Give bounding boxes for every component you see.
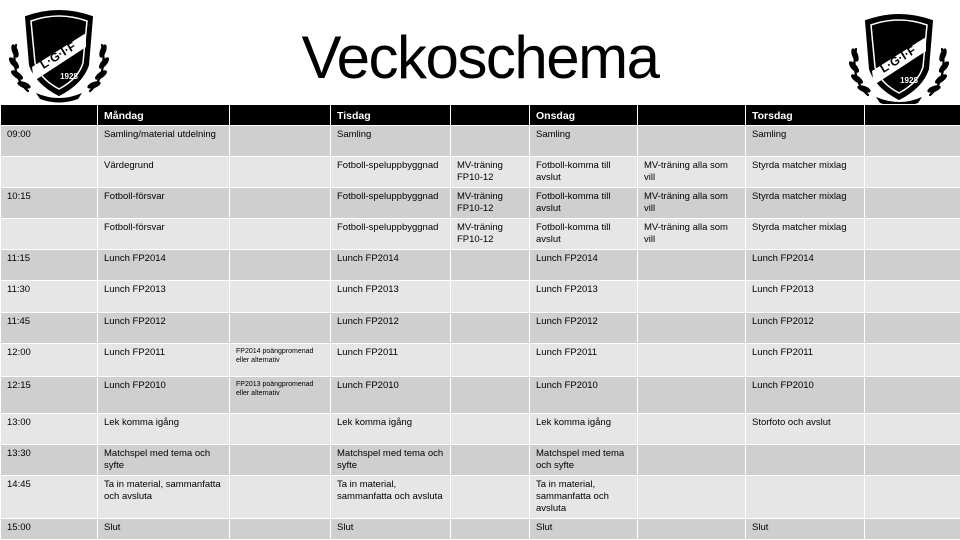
schedule-cell: Fotboll-komma till avslut bbox=[530, 188, 638, 219]
schedule-cell: MV-träning alla som vill bbox=[638, 188, 746, 219]
time-cell: 12:00 bbox=[1, 344, 98, 377]
schedule-row bbox=[1, 519, 960, 540]
schedule-cell bbox=[865, 519, 960, 540]
schedule-row bbox=[1, 126, 960, 157]
schedule-cell: Fotboll-speluppbyggnad bbox=[331, 157, 451, 188]
schedule-cell: Fotboll-komma till avslut bbox=[530, 219, 638, 250]
club-logo-right bbox=[846, 7, 952, 107]
schedule-cell bbox=[865, 126, 960, 157]
schedule-cell: Ta in material, sammanfatta och avsluta bbox=[98, 476, 230, 519]
schedule-row bbox=[1, 445, 960, 476]
column-header bbox=[230, 105, 331, 126]
schedule-cell bbox=[638, 344, 746, 377]
schedule-cell: Fotboll-speluppbyggnad bbox=[331, 219, 451, 250]
logo-letters: L·G·I·F bbox=[37, 38, 79, 72]
schedule-cell: Fotboll-försvar bbox=[98, 188, 230, 219]
schedule-row bbox=[1, 281, 960, 313]
schedule-cell: Slut bbox=[530, 519, 638, 540]
logo-year: 1928 bbox=[60, 72, 78, 81]
column-header bbox=[865, 105, 960, 126]
schedule-cell bbox=[865, 445, 960, 476]
page-title: Veckoschema bbox=[301, 24, 659, 91]
schedule-cell: Lunch FP2014 bbox=[746, 250, 865, 281]
schedule-cell bbox=[230, 219, 331, 250]
schedule-cell: MV-träning FP10-12 bbox=[451, 219, 530, 250]
schedule-cell bbox=[451, 250, 530, 281]
schedule-cell: Ta in material, sammanfatta och avsluta bbox=[530, 476, 638, 519]
schedule-cell bbox=[451, 281, 530, 313]
schedule-cell: Lunch FP2010 bbox=[331, 377, 451, 414]
schedule-row bbox=[1, 313, 960, 344]
schedule-cell bbox=[230, 344, 331, 377]
schedule-cell: Lunch FP2011 bbox=[331, 344, 451, 377]
schedule-row bbox=[1, 377, 960, 414]
schedule-cell: Ta in material, sammanfatta och avsluta bbox=[331, 476, 451, 519]
schedule-cell bbox=[865, 219, 960, 250]
schedule-cell: Lunch FP2014 bbox=[331, 250, 451, 281]
schedule-cell: Lek komma igång bbox=[331, 414, 451, 445]
schedule-cell: Fotboll-försvar bbox=[98, 219, 230, 250]
schedule-cell bbox=[638, 126, 746, 157]
schedule-cell: Lunch FP2012 bbox=[746, 313, 865, 344]
schedule-cell bbox=[638, 476, 746, 519]
schedule-cell: Lunch FP2013 bbox=[530, 281, 638, 313]
schedule-cell bbox=[451, 313, 530, 344]
schedule-cell bbox=[638, 313, 746, 344]
time-cell: 13:30 bbox=[1, 445, 98, 476]
column-header-tisdag: Tisdag bbox=[331, 105, 451, 126]
schedule-cell bbox=[865, 344, 960, 377]
schedule-cell bbox=[638, 519, 746, 540]
column-header bbox=[451, 105, 530, 126]
column-header bbox=[1, 105, 98, 126]
schedule-cell bbox=[638, 250, 746, 281]
schedule-cell: Samling bbox=[331, 126, 451, 157]
schedule-cell bbox=[230, 250, 331, 281]
schedule-cell bbox=[451, 476, 530, 519]
schedule-cell bbox=[230, 445, 331, 476]
schedule-cell: Lunch FP2011 bbox=[746, 344, 865, 377]
schedule-cell bbox=[230, 126, 331, 157]
schedule-cell bbox=[865, 313, 960, 344]
time-cell bbox=[1, 219, 98, 250]
schedule-cell: Matchspel med tema och syfte bbox=[331, 445, 451, 476]
schedule-cell: Lunch FP2010 bbox=[746, 377, 865, 414]
time-cell: 09:00 bbox=[1, 126, 98, 157]
schedule-row bbox=[1, 188, 960, 219]
schedule-cell: Storfoto och avslut bbox=[746, 414, 865, 445]
time-cell: 11:45 bbox=[1, 313, 98, 344]
schedule-cell bbox=[230, 476, 331, 519]
schedule-cell bbox=[451, 519, 530, 540]
schedule-cell: Lunch FP2013 bbox=[331, 281, 451, 313]
schedule-cell: Slut bbox=[746, 519, 865, 540]
note-text: FP2014 poängpromenad eller alternativ bbox=[236, 348, 314, 364]
schedule-cell: Lunch FP2014 bbox=[98, 250, 230, 281]
schedule-cell bbox=[451, 344, 530, 377]
time-cell: 10:15 bbox=[1, 188, 98, 219]
schedule-cell bbox=[865, 188, 960, 219]
schedule-cell bbox=[638, 281, 746, 313]
time-cell: 12:15 bbox=[1, 377, 98, 414]
schedule-cell: Samling bbox=[530, 126, 638, 157]
schedule-cell: Fotboll-komma till avslut bbox=[530, 157, 638, 188]
schedule-cell bbox=[230, 281, 331, 313]
schedule-cell: Matchspel med tema och syfte bbox=[98, 445, 230, 476]
column-header-mandag: Måndag bbox=[98, 105, 230, 126]
schedule-cell: Styrda matcher mixlag bbox=[746, 219, 865, 250]
schedule-cell bbox=[451, 126, 530, 157]
schedule-cell bbox=[865, 377, 960, 414]
schedule-cell bbox=[451, 414, 530, 445]
schedule-cell: Samling bbox=[746, 126, 865, 157]
schedule-cell bbox=[865, 250, 960, 281]
schedule-cell: Slut bbox=[98, 519, 230, 540]
schedule-cell: MV-träning FP10-12 bbox=[451, 188, 530, 219]
logo-letters: L·G·I·F bbox=[877, 42, 919, 76]
schedule-cell: MV-träning FP10-12 bbox=[451, 157, 530, 188]
schedule-cell: Styrda matcher mixlag bbox=[746, 157, 865, 188]
schedule-table bbox=[0, 104, 960, 540]
time-cell: 13:00 bbox=[1, 414, 98, 445]
schedule-row bbox=[1, 476, 960, 519]
note-text: FP2013 poängpromenad eller alternativ bbox=[236, 381, 314, 397]
schedule-cell: Lunch FP2014 bbox=[530, 250, 638, 281]
schedule-cell: Lunch FP2011 bbox=[530, 344, 638, 377]
schedule-cell bbox=[230, 414, 331, 445]
logo-year: 1928 bbox=[900, 76, 918, 85]
schedule-row bbox=[1, 250, 960, 281]
schedule-header-row bbox=[1, 105, 960, 126]
schedule-cell: Lunch FP2011 bbox=[98, 344, 230, 377]
time-cell: 15:00 bbox=[1, 519, 98, 540]
time-cell: 11:30 bbox=[1, 281, 98, 313]
schedule-cell bbox=[865, 414, 960, 445]
schedule-cell bbox=[865, 157, 960, 188]
schedule-cell: MV-träning alla som vill bbox=[638, 219, 746, 250]
schedule-cell bbox=[865, 476, 960, 519]
schedule-cell bbox=[638, 377, 746, 414]
schedule-cell bbox=[865, 281, 960, 313]
schedule-cell bbox=[638, 445, 746, 476]
schedule-cell bbox=[230, 519, 331, 540]
schedule-cell: Lunch FP2010 bbox=[530, 377, 638, 414]
schedule-cell: MV-träning alla som vill bbox=[638, 157, 746, 188]
schedule-cell: Lunch FP2013 bbox=[746, 281, 865, 313]
schedule-cell bbox=[746, 476, 865, 519]
schedule-row bbox=[1, 344, 960, 377]
column-header-onsdag: Onsdag bbox=[530, 105, 638, 126]
schedule-cell: Lek komma igång bbox=[98, 414, 230, 445]
club-crest-icon bbox=[846, 7, 952, 107]
column-header bbox=[638, 105, 746, 126]
schedule-cell: Lunch FP2012 bbox=[331, 313, 451, 344]
schedule-row bbox=[1, 157, 960, 188]
schedule-cell bbox=[230, 377, 331, 414]
schedule-cell bbox=[451, 377, 530, 414]
schedule-cell bbox=[230, 157, 331, 188]
schedule-cell: Lunch FP2012 bbox=[530, 313, 638, 344]
schedule-cell: Matchspel med tema och syfte bbox=[530, 445, 638, 476]
schedule-cell: Styrda matcher mixlag bbox=[746, 188, 865, 219]
schedule-row bbox=[1, 219, 960, 250]
schedule-cell bbox=[230, 188, 331, 219]
schedule-row bbox=[1, 414, 960, 445]
schedule-cell bbox=[746, 445, 865, 476]
schedule-cell: Slut bbox=[331, 519, 451, 540]
schedule-cell bbox=[451, 445, 530, 476]
time-cell: 11:15 bbox=[1, 250, 98, 281]
schedule-cell: Lunch FP2010 bbox=[98, 377, 230, 414]
time-cell: 14:45 bbox=[1, 476, 98, 519]
time-cell bbox=[1, 157, 98, 188]
schedule-cell: Lunch FP2012 bbox=[98, 313, 230, 344]
schedule-cell bbox=[230, 313, 331, 344]
column-header-torsdag: Torsdag bbox=[746, 105, 865, 126]
schedule-cell: Fotboll-speluppbyggnad bbox=[331, 188, 451, 219]
schedule-cell: Lek komma igång bbox=[530, 414, 638, 445]
schedule-cell: Värdegrund bbox=[98, 157, 230, 188]
schedule-cell: Samling/material utdelning bbox=[98, 126, 230, 157]
schedule-cell bbox=[638, 414, 746, 445]
schedule-cell: Lunch FP2013 bbox=[98, 281, 230, 313]
